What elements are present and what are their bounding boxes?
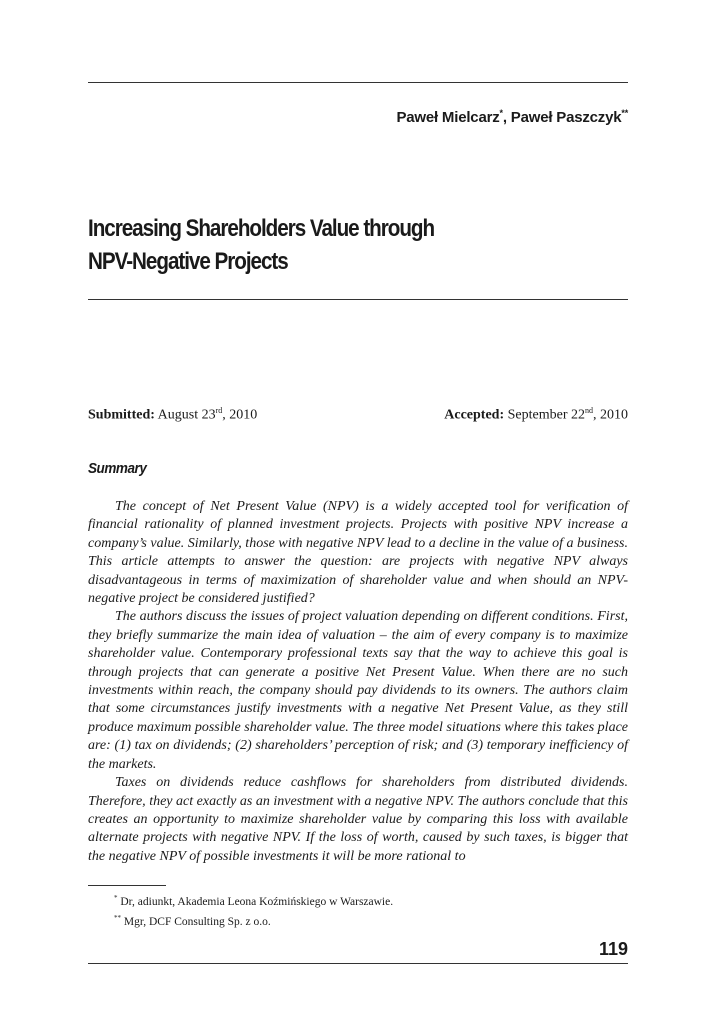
author-1: Paweł Mielcarz [396, 109, 500, 126]
author-2-footnote-mark: ** [621, 108, 628, 118]
footnotes [114, 890, 393, 930]
header-rule [88, 82, 628, 83]
summary-paragraph: The concept of Net Present Value (NPV) is a widely accepted tool for verification of financial rationality of planned investment projects. Projects with positive NPV increase a company’s value. Similarly, those with negative NPV lead to a decline in the value of a business. This article attempts to answer the question: are projects with negative NPV always disadvantageous in terms of maximization of shareholder value and when should an NPV-negative project be considered justified? [88, 499, 628, 607]
submitted-label: Submitted: [88, 407, 155, 423]
footer-rule [88, 963, 628, 964]
page-number: 119 [598, 939, 628, 959]
submitted-date: Submitted: August 23rd, 2010 [88, 406, 258, 423]
article-title [88, 212, 552, 278]
summary-body [88, 498, 628, 866]
accepted-date: Accepted: September 22nd, 2010 [444, 406, 628, 423]
summary-heading: Summary [88, 460, 147, 477]
title-line-1: Increasing Shareholders Value through [88, 215, 435, 242]
author-line [396, 108, 628, 126]
author-1-footnote-mark: * [499, 108, 503, 118]
footnote-1: * Dr, adiunkt, Akademia Leona Koźmińskiego w Warszawie. [114, 894, 394, 908]
footnote-2: ** Mgr, DCF Consulting Sp. z o.o. [114, 913, 271, 928]
summary-paragraph: The authors discuss the issues of project valuation depending on different conditions. First, they briefly summarize the main idea of valuation – the aim of every company is to maximize shareholder value. Contemporary professional texts say that the way to achieve this goal is through projects that can generate a positive Net Present Value. When there are no such investments within reach, the company should pay dividends to its owners. The authors claim that some circumstances justify investments with a negative Net Present Value, as they still produce maximum possible shareholder value. The three model situations where this takes place are: (1) tax on dividends; (2) shareholders’ perception of risk; and (3) temporary inefficiency of the markets. [88, 609, 628, 772]
summary-paragraph: Taxes on dividends reduce cashflows for shareholders from distributed dividends. Therefore, they act exactly as an investment with a negative NPV. The authors conclude that this creates an opportunity to maximize shareholder value by comparing this loss with available alternate projects with negative NPV. If the loss of worth, caused by such taxes, is bigger that the negative NPV of possible investments it will be more rational to [88, 775, 628, 864]
title-line-2: NPV-Negative Projects [88, 248, 288, 275]
author-2: Paweł Paszczyk [510, 109, 622, 126]
footnote-rule [88, 885, 166, 886]
title-rule [88, 299, 628, 300]
author-separator: , [502, 109, 511, 126]
accepted-label: Accepted: [444, 407, 505, 423]
